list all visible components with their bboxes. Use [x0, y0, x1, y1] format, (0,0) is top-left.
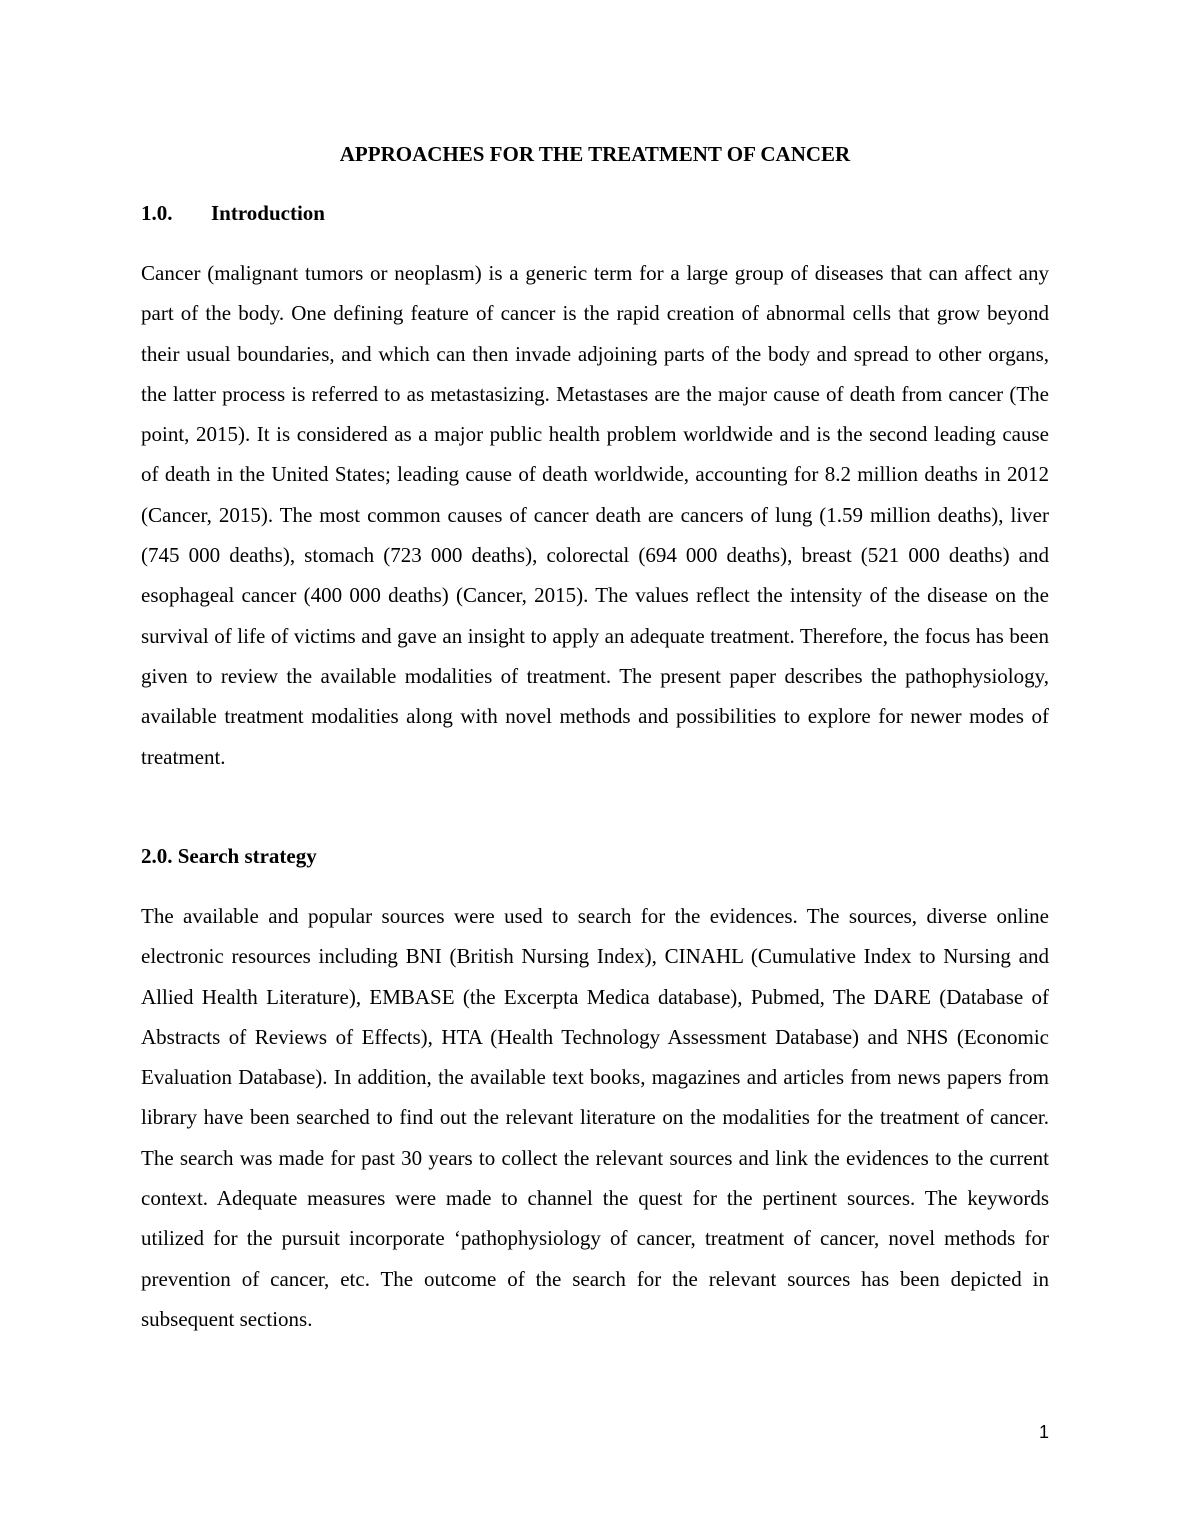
introduction-paragraph: Cancer (malignant tumors or neoplasm) is a generic term for a large group of diseases that can affect any part of the body. One defining feature of cancer is the rapid creation of abnormal cells that grow beyond their usual boundaries, and which can then invade adjoining parts of the body and spread to other organs, the latter process is referred to as metastasizing. Metastases are the major cause of death from cancer (The point, 2015). It is considered as a major public health problem worldwide and is the second leading cause of death in the United States; leading cause of death worldwide, accounting for 8.2 million deaths in 2012 (Cancer, 2015). The most common causes of cancer death are cancers of lung (1.59 million deaths), liver (745 000 deaths), stomach (723 000 deaths), colorectal (694 000 deaths), breast (521 000 deaths) and esophageal cancer (400 000 deaths) (Cancer, 2015). The values reflect the intensity of the disease on the survival of life of victims and gave an insight to apply an adequate treatment. Therefore, the focus has been given to review the available modalities of treatment. The present paper describes the pathophysiology, available treatment modalities along with novel methods and possibilities to explore for newer modes of treatment.	[141, 261, 1049, 769]
section-heading-search-strategy: 2.0. Search strategy	[141, 844, 317, 868]
document-title: APPROACHES FOR THE TREATMENT OF CANCER	[339, 142, 851, 166]
page-number: 1	[1038, 1422, 1049, 1442]
section-number: 1.0.	[141, 201, 173, 225]
section-heading-text: Introduction	[211, 201, 325, 225]
search-strategy-paragraph: The available and popular sources were used to search for the evidences. The sources, diverse online electronic resources including BNI (British Nursing Index), CINAHL (Cumulative Index to Nursing and Allied Health Literature), EMBASE (the Excerpta Medica database), Pubmed, The DARE (Database of Abstracts of Reviews of Effects), HTA (Health Technology Assessment Database) and NHS (Economic Evaluation Database). In addition, the available text books, magazines and articles from news papers from library have been searched to find out the relevant literature on the modalities for the treatment of cancer. The search was made for past 30 years to collect the relevant sources and link the evidences to the current context. Adequate measures were made to channel the quest for the pertinent sources. The keywords utilized for the pursuit incorporate ‘pathophysiology of cancer, treatment of cancer, novel methods for prevention of cancer, etc. The outcome of the search for the relevant sources has been depicted in subsequent sections.	[141, 904, 1049, 1331]
section-heading-introduction	[141, 199, 325, 227]
